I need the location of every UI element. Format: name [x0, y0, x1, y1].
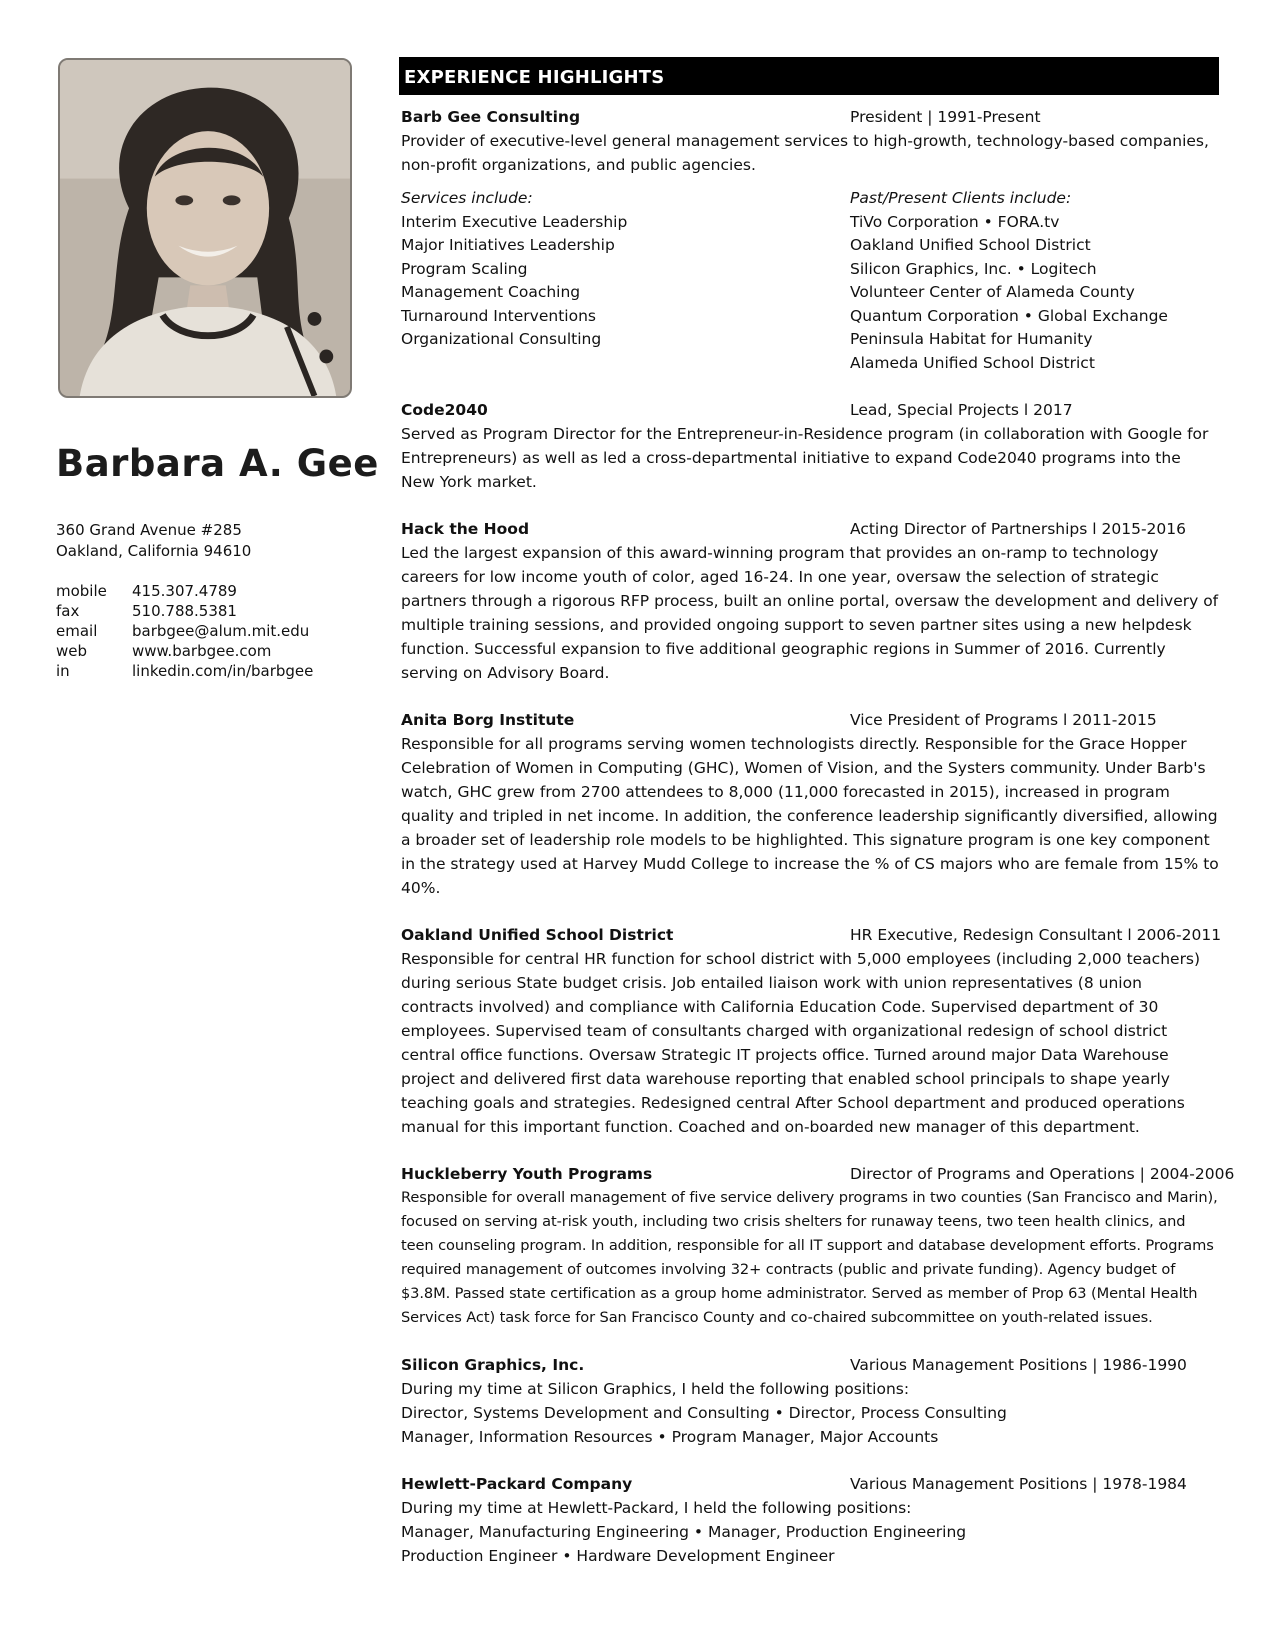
experience-section: [399, 57, 1235, 1591]
service-item: Interim Executive Leadership: [401, 212, 628, 231]
contact-info: [56, 581, 313, 681]
service-item: Program Scaling: [401, 259, 528, 278]
organization-name: Code2040: [401, 401, 488, 419]
entry-description: Responsible for overall management of five service delivery programs in two counties (San Francisco and Marin), focused on serving at-risk youth, including two crisis shelters for runaway teens, two teen health clinics, and teen counseling program. In addition, responsible for all IT support and database development efforts. Programs required management of outcomes involving 32+ contracts (public and private funding). Agency budget of $3.8M. Passed state certification as a group home administrator. Served as member of Prop 63 (Mental Health Services Act) task force for San Francisco County and co-chaired subcommittee on youth-related issues.: [401, 1189, 1218, 1326]
role-and-dates: HR Executive, Redesign Consultant l 2006-2011: [850, 926, 1222, 944]
service-item: Turnaround Interventions: [401, 306, 596, 325]
role-and-dates: Acting Director of Partnerships l 2015-2016: [850, 520, 1186, 538]
service-item: Major Initiatives Leadership: [401, 236, 615, 254]
entry-description: Led the largest expansion of this award-winning program that provides an on-ramp to technology careers for low income youth of color, aged 16-24. In one year, oversaw the selection of strategic partners through a rigorous RFP process, built an online portal, oversaw the development and delivery of multiple training sessions, and provided ongoing support to seven partner sites using a new helpdesk function. Successful expansion to five additional geographic regions in Summer of 2016. Currently serving on Advisory Board.: [401, 544, 1219, 682]
experience-entry: [401, 708, 1219, 900]
entry-description: Responsible for all programs serving women technologists directly. Responsible for the Grace Hopper Celebration of Women in Computing (GHC), Women of Vision, and the Systers community. Under Barb's watch, GHC grew from 2700 attendees to 8,000 (11,000 forecasted in 2015), increased in program quality and tripled in net income. In addition, the conference leadership significantly diversified, allowing a broader set of leadership role models to be highlighted. This signature program is one key component in the strategy used at Harvey Mudd College to increase the % of CS majors who are female from 15% to 40%.: [401, 735, 1219, 897]
entry-description: [401, 1377, 1219, 1449]
entry-line: During my time at Silicon Graphics, I held the following positions:: [401, 1380, 910, 1398]
experience-entry: [401, 398, 1219, 494]
entry-line: Director, Systems Development and Consulting • Director, Process Consulting: [401, 1404, 1007, 1422]
experience-list: [399, 95, 1235, 1568]
entry-description: [401, 1496, 1219, 1568]
organization-name: Oakland Unified School District: [401, 926, 674, 944]
client-item: Quantum Corporation • Global Exchange: [850, 306, 1168, 325]
client-item: Peninsula Habitat for Humanity: [850, 330, 1093, 348]
client-item: TiVo Corporation • FORA.tv: [850, 212, 1060, 231]
address-line: 360 Grand Avenue #285: [56, 521, 242, 539]
profile-photo: [58, 58, 352, 398]
experience-entry: [401, 923, 1222, 1139]
role-and-dates: Vice President of Programs l 2011-2015: [850, 711, 1157, 729]
service-item: Organizational Consulting: [401, 330, 602, 348]
email-link[interactable]: barbgee@alum.mit.edu: [132, 622, 310, 640]
organization-name: Huckleberry Youth Programs: [401, 1165, 653, 1183]
entry-header: [401, 1472, 1219, 1496]
contact-linkedin: [56, 661, 313, 681]
organization-name: Anita Borg Institute: [401, 711, 575, 729]
organization-name: Silicon Graphics, Inc.: [401, 1356, 585, 1374]
entry-header: [401, 105, 1219, 129]
contact-fax: [56, 601, 313, 621]
contact-value: 510.788.5381: [132, 602, 237, 620]
organization-name: Hack the Hood: [401, 520, 530, 538]
clients-list: [850, 187, 1219, 375]
entry-header: [401, 708, 1219, 732]
contact-label: web: [56, 642, 88, 660]
contact-label: mobile: [56, 582, 107, 600]
services-title: Services include:: [401, 189, 533, 207]
role-and-dates: Various Management Positions | 1978-1984: [850, 1475, 1187, 1493]
role-and-dates: Various Management Positions | 1986-1990: [850, 1356, 1187, 1374]
linkedin-link[interactable]: linkedin.com/in/barbgee: [132, 662, 314, 680]
contact-email: [56, 621, 313, 641]
mailing-address: [56, 520, 251, 562]
contact-value[interactable]: 415.307.4789: [132, 582, 237, 600]
experience-entry: [401, 1353, 1219, 1449]
section-title: EXPERIENCE HIGHLIGHTS: [399, 57, 1219, 95]
entry-line: Manager, Manufacturing Engineering • Manager, Production Engineering: [401, 1523, 967, 1541]
experience-entry: [401, 1162, 1235, 1330]
person-name: Barbara A. Gee: [56, 442, 379, 485]
address-line: Oakland, California 94610: [56, 542, 252, 560]
contact-web: [56, 641, 313, 661]
entry-description: Served as Program Director for the Entrepreneur-in-Residence program (in collaboration with Google for Entrepreneurs) as well as led a cross-departmental initiative to expand Code2040 programs into the New York market.: [401, 425, 1209, 491]
entry-description: Provider of executive-level general management services to high-growth, technology-based companies, non-profit organizations, and public agencies.: [401, 132, 1209, 174]
client-item: Oakland Unified School District: [850, 236, 1091, 254]
client-item: Volunteer Center of Alameda County: [850, 283, 1135, 301]
contact-label: in: [56, 662, 70, 680]
contact-label: fax: [56, 602, 80, 620]
entry-header: [401, 1353, 1219, 1377]
entry-header: [401, 517, 1219, 541]
role-and-dates: President | 1991-Present: [850, 108, 1041, 126]
experience-entry: [401, 517, 1219, 685]
role-and-dates: Lead, Special Projects l 2017: [850, 401, 1073, 419]
entry-line: Manager, Information Resources • Program Manager, Major Accounts: [401, 1428, 939, 1446]
entry-description: Responsible for central HR function for school district with 5,000 employees (including 2,000 teachers) during serious State budget crisis. Job entailed liaison work with union representatives (8 union contracts involved) and compliance with California Education Code. Supervised department of 30 employees. Supervised team of consultants charged with organizational redesign of school district central office functions. Oversaw Strategic IT projects office. Turned around major Data Warehouse project and delivered first data warehouse reporting that enabled school principals to shape yearly teaching goals and strategies. Redesigned central After School department and produced operations manual for this important function. Coached and on-boarded new manager of this department.: [401, 950, 1201, 1136]
services-list: [401, 187, 850, 375]
entry-line: Production Engineer • Hardware Development Engineer: [401, 1547, 835, 1565]
website-link[interactable]: www.barbgee.com: [132, 642, 272, 660]
portrait-image: [60, 60, 350, 396]
client-item: Alameda Unified School District: [850, 353, 1095, 372]
service-item: Management Coaching: [401, 283, 581, 301]
experience-entry: [401, 105, 1219, 375]
services-clients: [401, 187, 1219, 375]
entry-header: [401, 1162, 1235, 1186]
entry-line: During my time at Hewlett-Packard, I held the following positions:: [401, 1499, 912, 1517]
entry-header: [401, 923, 1222, 947]
contact-mobile: [56, 581, 313, 601]
organization-name: Barb Gee Consulting: [401, 108, 581, 126]
entry-header: [401, 398, 1219, 422]
client-item: Silicon Graphics, Inc. • Logitech: [850, 259, 1097, 278]
organization-name: Hewlett-Packard Company: [401, 1475, 633, 1493]
clients-title: Past/Present Clients include:: [850, 189, 1072, 207]
experience-entry: [401, 1472, 1219, 1568]
role-and-dates: Director of Programs and Operations | 2004-2006: [850, 1165, 1235, 1183]
contact-label: email: [56, 622, 98, 640]
